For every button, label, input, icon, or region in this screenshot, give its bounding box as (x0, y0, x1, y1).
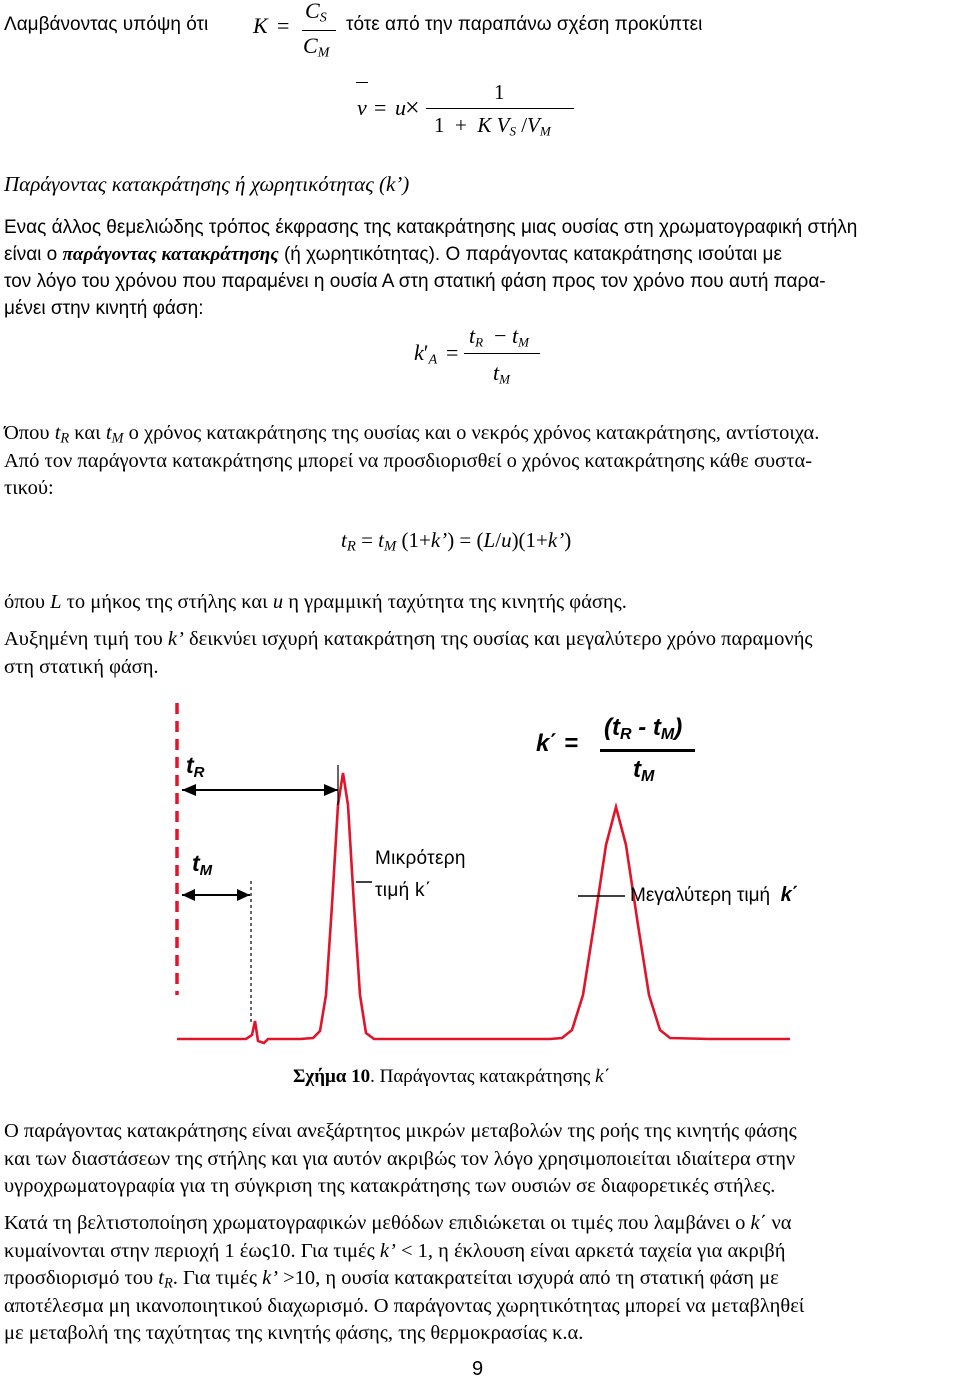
paragraph-tr-tm: Όπου $t_R$ και $t_M$ ο χρόνος κατακράτησης της ουσίας και ο νεκρός χρόνος κατακράτησης, αντίστοιχα. Από τον παράγοντα κατακράτησης μπορεί να προσδιορισθεί ο χρόνος κατακράτησης κάθε συστα- τικού: (4, 422, 820, 499)
figure-tm-label: $t_M$ (192, 850, 213, 879)
tr-equation: $t_R = t_M$ (1+k’) = (L/u)(1+k’) (341, 528, 572, 555)
page-number: 9 (472, 1358, 484, 1380)
figure-formula-den: $t_M$ (633, 756, 655, 785)
figure-tr-label: $t_R$ (186, 752, 205, 781)
k-eq-fraction-bar (302, 30, 336, 31)
paragraph-length-velocity: όπου L το μήκος της στήλης και u η γραμμική ταχύτητα της κινητής φάσης. (4, 591, 627, 613)
paragraph-optimization: Κατά τη βελτιστοποίηση χρωματογραφικών μεθόδων επιδιώκεται οι τιμές που λαμβάνει ο k΄ να κυμαίνονται στην περιοχή 1 έως10. Για τιμές k’ < 1, η έκλουση είναι αρκετά ταχεία για ακριβή προσδιορισμό του $t_R$. Για τιμές k’ >10, η ουσία κατακρατείται ισχυρά από τη στατική φάση με αποτέλεσμα μη ικανοποιητικού διαχωρισμό. Ο παράγοντας χωρητικότητας μπορεί να μεταβληθεί με μεταβολή της ταχύτητας της κινητής φάσης, της θερμοκρασίας κ.α. (4, 1212, 805, 1344)
figure-formula-num: $(t_R - t_M)$ (604, 714, 683, 743)
figure-formula-bar (600, 749, 695, 752)
intro-text-before: Λαμβάνοντας υπόψη ότι (4, 14, 209, 35)
tm-arrow-right-head (237, 889, 250, 901)
tr-arrow-left-head (182, 784, 196, 796)
k-eq-den: $C_M$ (303, 33, 330, 61)
v-eq-num: 1 (494, 80, 505, 104)
tm-arrow-left-head (182, 889, 195, 901)
k-eq-equals: = (277, 13, 290, 38)
figure-caption: Σχήμα 10. Παράγοντας κατακράτησης k΄ (293, 1066, 610, 1087)
chromatogram-figure (150, 695, 820, 1060)
v-eq-times: × (405, 93, 420, 122)
v-bar (356, 82, 368, 83)
kprime-eq-lhs: $k'_A$ (414, 340, 438, 368)
paragraph-independence: Ο παράγοντας κατακράτησης είναι ανεξάρτητος μικρών μεταβολών της ροής της κινητής φάσης και των διαστάσεων της στήλης και για αυτόν ακριβώς τον λόγο χρησιμοποιείται ιδιαίτερα στην υγροχρωματογραφία για τη σύγκριση της κατακράτησης των ουσιών σε διαφορετικές στήλες. (4, 1120, 797, 1197)
section-heading: Παράγοντας κατακράτησης ή χωρητικότητας (k’) (4, 172, 410, 196)
v-eq-lhs: v (357, 95, 367, 120)
figure-smaller-k-label: Μικρότερη τιμή k΄ (375, 848, 466, 901)
k-eq-lhs: K (253, 13, 268, 38)
chromatogram-trace (177, 773, 790, 1043)
figure-larger-k-label: Μεγαλύτερη τιμή k΄ (630, 884, 799, 906)
figure-formula-lhs: k΄ = (536, 730, 579, 757)
kprime-eq-equals: = (446, 340, 459, 365)
kprime-eq-num: $t_R - t_M$ (469, 323, 529, 350)
intro-text-after: τότε από την παραπάνω σχέση προκύπτει (346, 14, 703, 35)
v-eq-u: u (395, 95, 406, 120)
paragraph-increased-k: Αυξημένη τιμή του k’ δεικνύει ισχυρή κατακράτηση της ουσίας και μεγαλύτερο χρόνο παραμονής στη στατική φάση. (4, 628, 813, 678)
kprime-eq-fraction-bar (464, 353, 540, 354)
tr-arrow-right-head (324, 784, 338, 796)
kprime-eq-den: $t_M$ (493, 360, 510, 387)
v-eq-fraction-bar (426, 108, 574, 109)
paragraph-definition: Ενας άλλος θεμελιώδης τρόπος έκφρασης της κατακράτησης μιας ουσίας στη χρωματογραφική στήλη είναι ο παράγοντας κατακράτησης (ή χωρητικότητας). Ο παράγοντας κατακράτησης ισούται με τον λόγο του χρόνου που παραμένει η ουσία Α στη στατική φάση προς τον χρόνο που αυτή παρα- μένει στην κινητή φάση: (4, 217, 858, 319)
v-eq-equals: = (374, 95, 387, 120)
v-eq-den: 1 + K $V_S$ $/V_M$ (434, 113, 551, 139)
k-eq-num: $C_S$ (305, 0, 327, 26)
